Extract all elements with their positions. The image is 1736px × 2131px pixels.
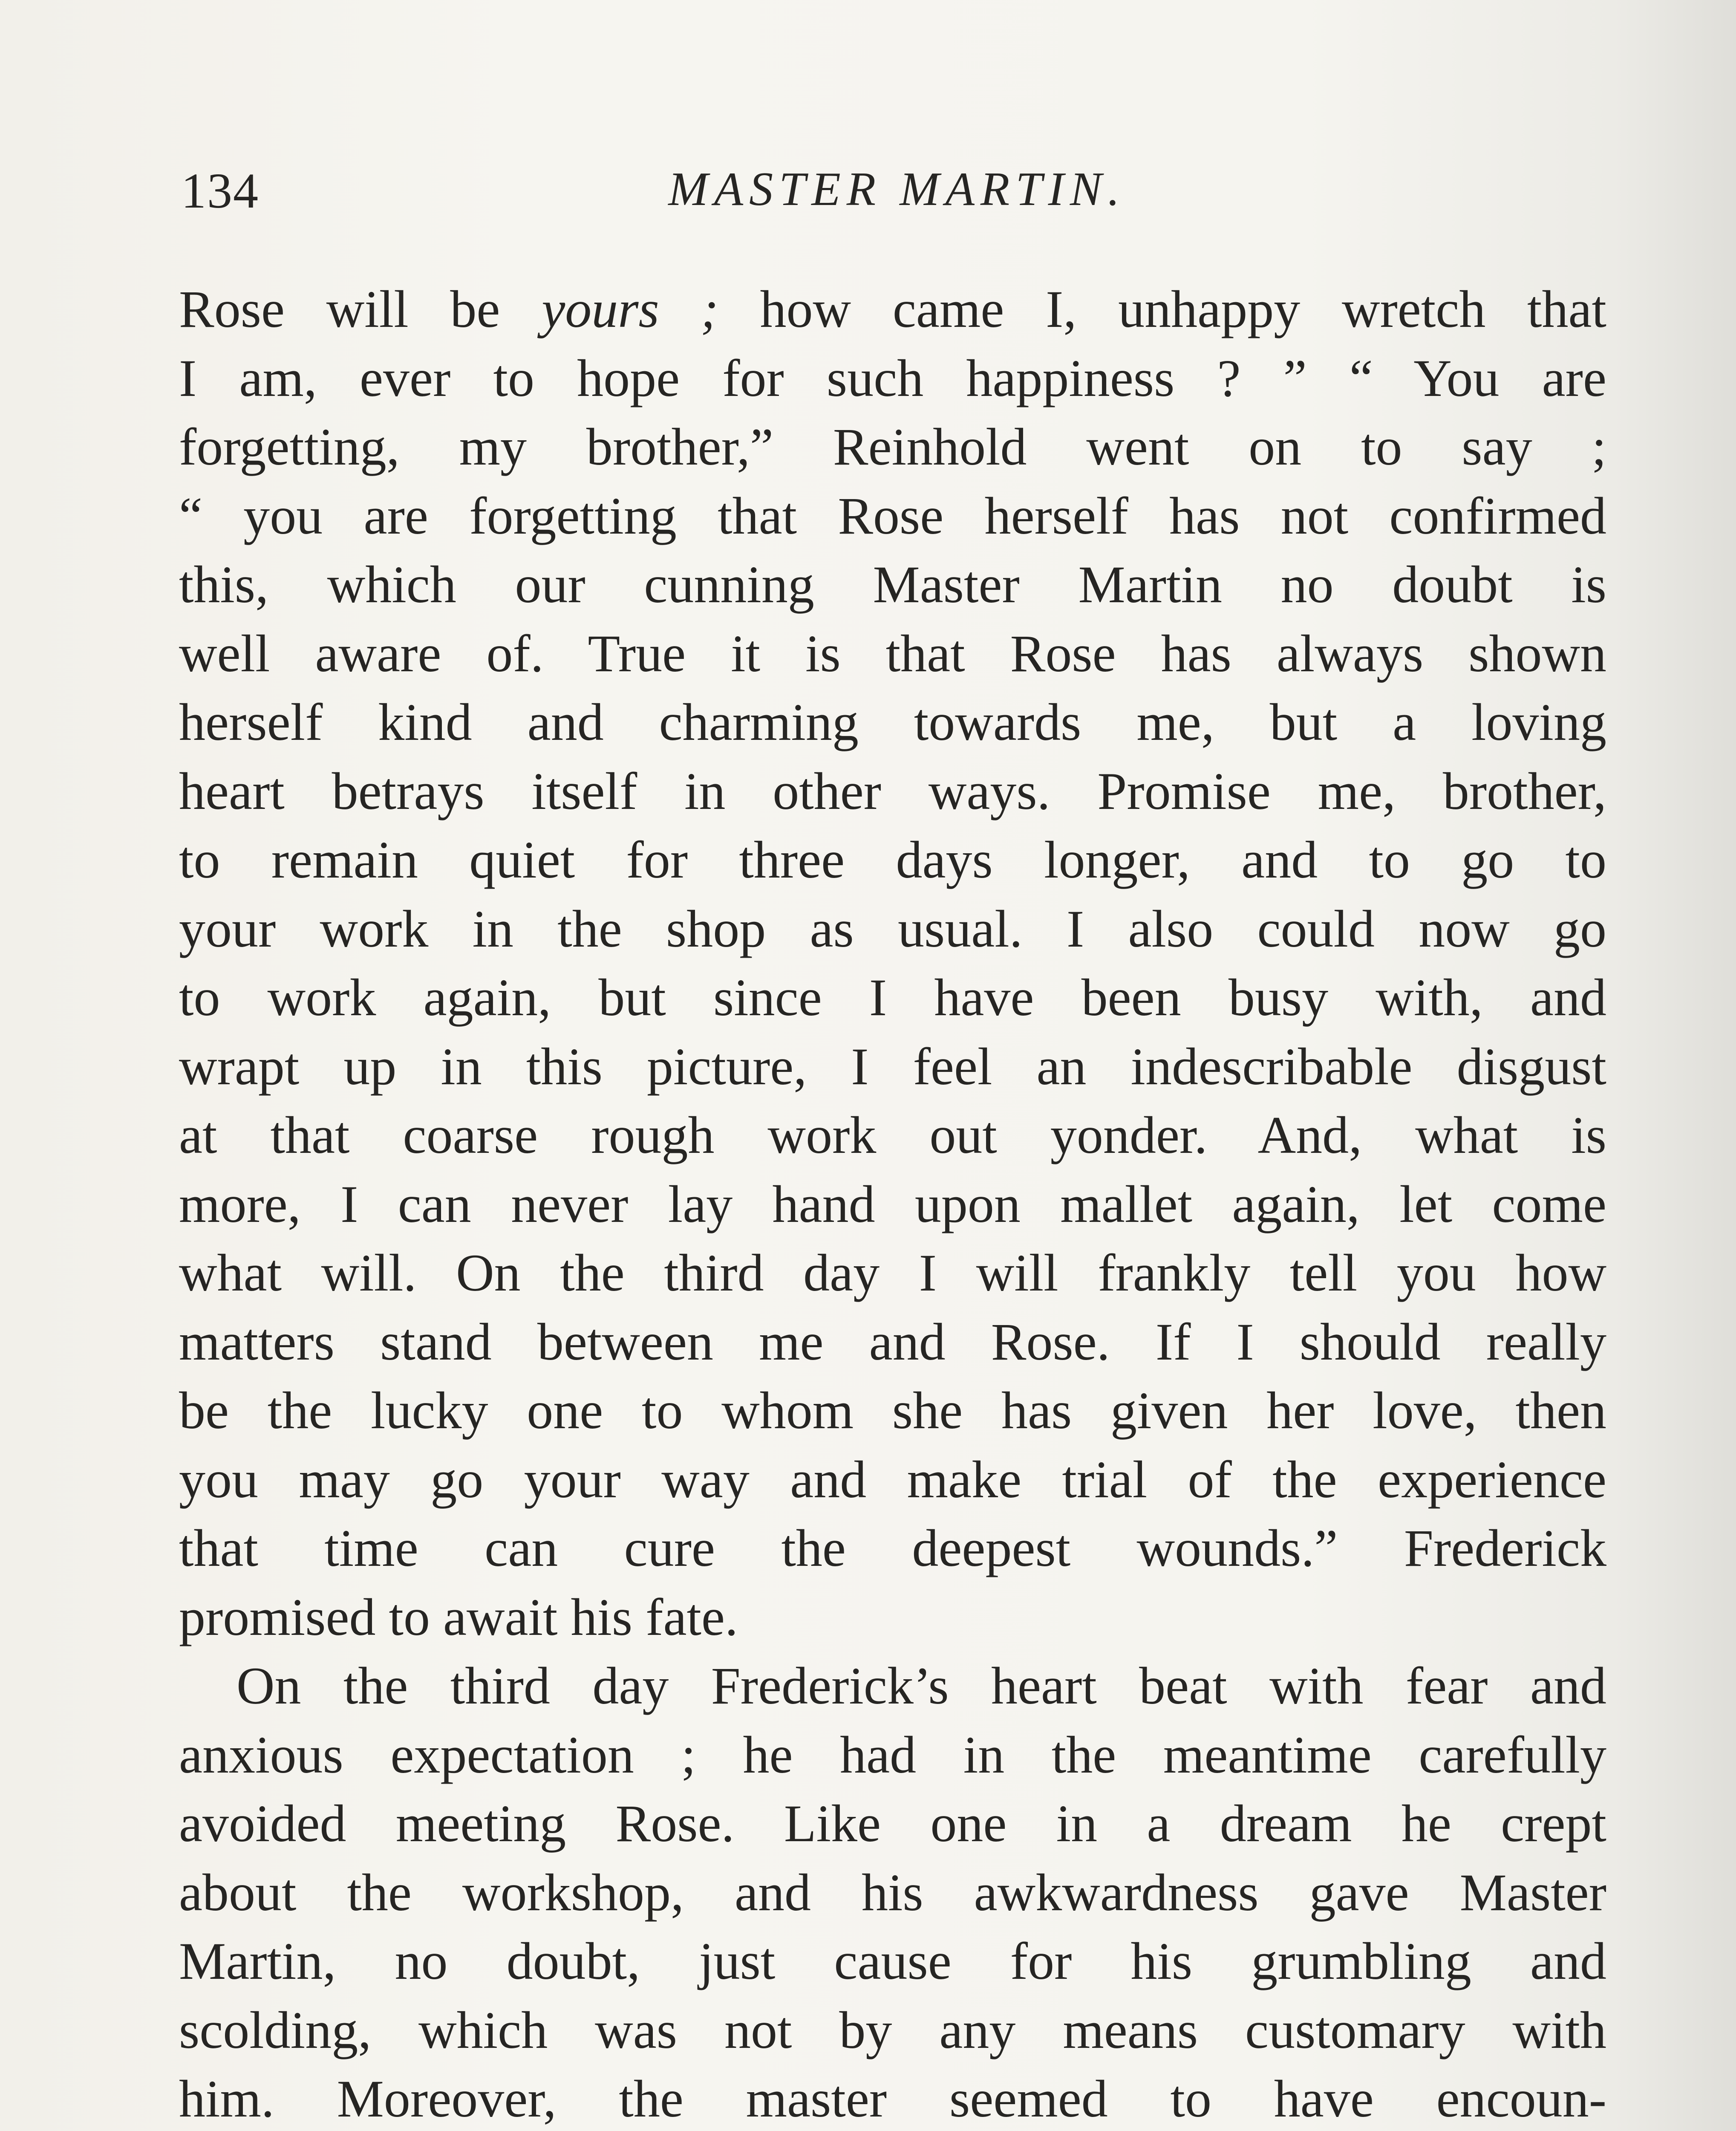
- text-fragment: how came I, unhappy wretch that: [718, 280, 1607, 338]
- text-line: well aware of. True it is that Rose has always shown: [179, 624, 1606, 683]
- text-line: to remain quiet for three days longer, and to go to: [179, 831, 1606, 889]
- running-head: MASTER MARTIN.: [668, 163, 1126, 216]
- text-fragment: Rose will be: [179, 280, 542, 338]
- text-line: “ you are forgetting that Rose herself has not confirmed: [179, 486, 1606, 545]
- italic-word: yours ;: [542, 280, 718, 338]
- text-line: anxious expectation ; he had in the meantime carefully: [179, 1725, 1606, 1784]
- text-line: what will. On the third day I will frankly tell you how: [179, 1244, 1606, 1302]
- text-line: more, I can never lay hand upon mallet again, let come: [179, 1175, 1606, 1233]
- text-line: matters stand between me and Rose. If I should really: [179, 1312, 1606, 1371]
- text-line: your work in the shop as usual. I also could now go: [179, 899, 1606, 958]
- text-line: be the lucky one to whom she has given her love, then: [179, 1381, 1606, 1440]
- text-line: On the third day Frederick’s heart beat with fear and: [236, 1657, 1606, 1715]
- text-line: you may go your way and make trial of the experience: [179, 1450, 1606, 1509]
- text-line: [179, 275, 1606, 344]
- text-line: at that coarse rough work out yonder. And, what is: [179, 1106, 1606, 1164]
- text-line: promised to await his fate.: [179, 1588, 738, 1646]
- page-number: 134: [181, 163, 259, 219]
- text-line: that time can cure the deepest wounds.” Frederick: [179, 1519, 1606, 1577]
- text-line: heart betrays itself in other ways. Promise me, brother,: [179, 762, 1606, 820]
- text-line: I am, ever to hope for such happiness ? ” “ You are: [179, 349, 1606, 407]
- text-line: him. Moreover, the master seemed to have encoun-: [179, 2070, 1606, 2128]
- text-line: wrapt up in this picture, I feel an indescribable disgust: [179, 1037, 1606, 1096]
- text-line: herself kind and charming towards me, but a loving: [179, 693, 1606, 751]
- text-line: to work again, but since I have been busy with, and: [179, 968, 1606, 1027]
- text-line: about the workshop, and his awkwardness gave Master: [179, 1863, 1606, 1922]
- text-line: scolding, which was not by any means customary with: [179, 2001, 1606, 2059]
- body-text: [179, 275, 1606, 2131]
- text-line: avoided meeting Rose. Like one in a dream he crept: [179, 1794, 1606, 1853]
- text-line: Martin, no doubt, just cause for his grumbling and: [179, 1932, 1606, 1990]
- page-header: [181, 162, 1613, 226]
- text-line: forgetting, my brother,” Reinhold went on to say ;: [179, 418, 1606, 476]
- text-line: this, which our cunning Master Martin no doubt is: [179, 555, 1606, 614]
